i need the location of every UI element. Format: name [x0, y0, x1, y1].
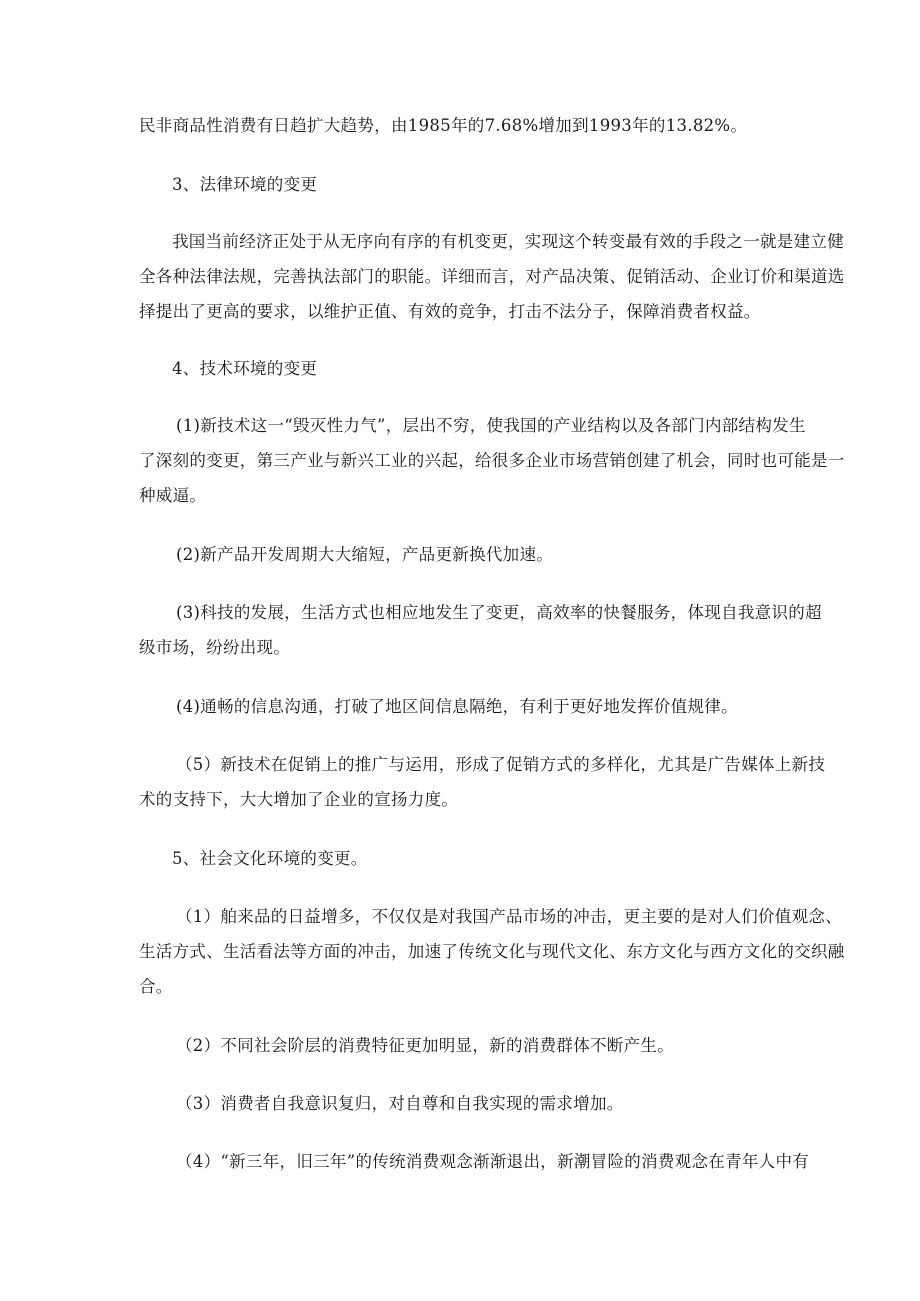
paragraph-line: 级市场，纷纷出现。 [139, 638, 291, 657]
paragraph-line: 全各种法律法规，完善执法部门的职能。详细而言，对产品决策、促销活动、企业订价和渠道选 [139, 267, 845, 286]
list-item: （5）新技术在促销上的推广与运用，形成了促销方式的多样化，尤其是广告媒体上新技 [176, 755, 826, 774]
list-item: (3)科技的发展，生活方式也相应地发生了变更，高效率的快餐服务，体现自我意识的超 [176, 603, 822, 622]
section-heading: 5、社会文化环境的变更。 [172, 849, 368, 868]
paragraph-line: 择提出了更高的要求，以维护正值、有效的竞争，打击不法分子，保障消费者权益。 [139, 302, 761, 321]
list-item: （3）消费者自我意识复归，对自尊和自我实现的需求增加。 [176, 1094, 624, 1113]
paragraph-line: 种威逼。 [139, 486, 207, 505]
paragraph-line: 民非商品性消费有日趋扩大趋势，由1985年的7.68%增加到1993年的13.82%。 [139, 116, 748, 135]
paragraph-line: 了深刻的变更，第三产业与新兴工业的兴起，给很多企业市场营销创建了机会，同时也可能是一 [139, 451, 845, 470]
list-item: (1)新技术这一“毁灭性力气”，层出不穷，使我国的产业结构以及各部门内部结构发生 [176, 416, 806, 435]
paragraph-line: 我国当前经济正处于从无序向有序的有机变更，实现这个转变最有效的手段之一就是建立健 [172, 232, 844, 251]
paragraph-line: 术的支持下，大大增加了企业的宣扬力度。 [139, 790, 459, 809]
paragraph-line: 生活方式、生活看法等方面的冲击，加速了传统文化与现代文化、东方文化与西方文化的交织融 [139, 942, 845, 961]
list-item: （4）“新三年，旧三年”的传统消费观念渐渐退出，新潮冒险的消费观念在青年人中有 [176, 1152, 810, 1171]
list-item: (4)通畅的信息沟通，打破了地区间信息隔绝，有利于更好地发挥价值规律。 [176, 697, 738, 716]
paragraph-line: 合。 [139, 977, 173, 996]
list-item: (2)新产品开发周期大大缩短，产品更新换代加速。 [176, 545, 554, 564]
list-item: （1）舶来品的日益增多，不仅仅是对我国产品市场的冲击，更主要的是对人们价值观念、 [176, 907, 842, 926]
section-heading: 4、技术环境的变更 [172, 359, 318, 378]
section-heading: 3、法律环境的变更 [172, 175, 318, 194]
list-item: （2）不同社会阶层的消费特征更加明显，新的消费群体不断产生。 [176, 1036, 674, 1055]
